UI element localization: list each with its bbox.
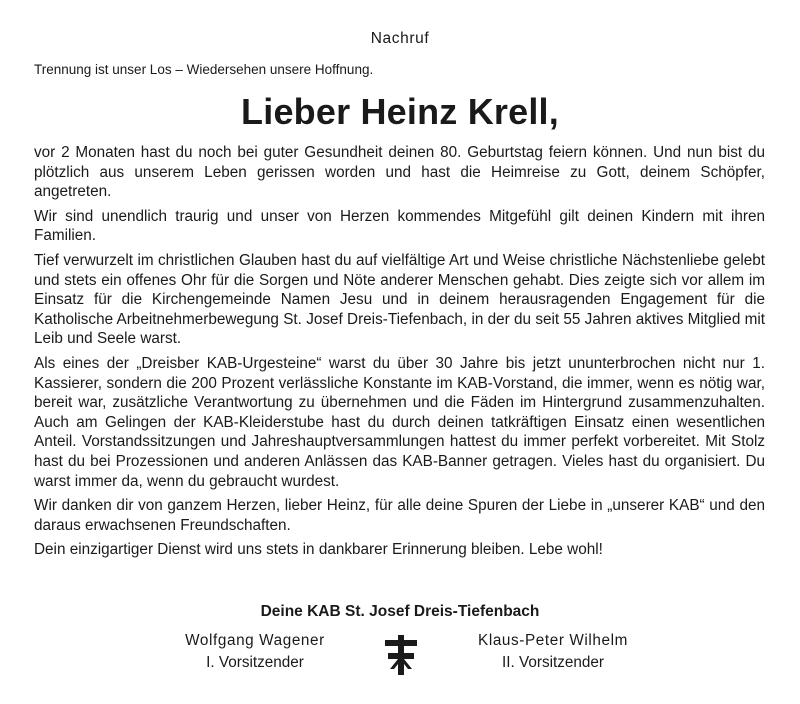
signatory-right — [458, 630, 648, 674]
paragraph-6: Dein einzigartiger Dienst wird uns stets in dankbarer Erinnerung bleiben. Lebe wohl! — [34, 541, 603, 559]
paragraph-3: Tief verwurzelt im christlichen Glauben hast du auf vielfältige Art und Weise christliche Nächstenliebe gelebt und stets ein offenes Ohr für die Sorgen und Nöte anderer Menschen gehabt. Dies zeigte sich vor allem im Einsatz für die Kirchengemeinde Namen Jesu und in deinem herausragenden Engagement für die Katholische Arbeitnehmerbewegung St. Josef Dreis-Tiefenbach, in der du seit 55 Jahren aktives Mitglied mit Leib und Seele warst. — [34, 251, 765, 348]
signatory-left-role: I. Vorsitzender — [206, 654, 304, 671]
paragraph-1: vor 2 Monaten hast du noch bei guter Gesundheit deinen 80. Geburtstag feiern können. Und nun bist du plötzlich aus unserem Leben gerissen worden und hast die Heimreise zu Gott, deinem Schöpfer, angetreten. — [34, 144, 765, 201]
signing-organization: Deine KAB St. Josef Dreis-Tiefenbach — [260, 603, 540, 620]
signatory-right-name: Klaus-Peter Wilhelm — [478, 632, 628, 649]
obituary-body — [34, 143, 765, 565]
notice-heading: Nachruf — [370, 30, 430, 47]
signatory-left-name: Wolfgang Wagener — [185, 632, 325, 649]
signatory-left — [160, 630, 350, 674]
signatory-right-role: II. Vorsitzender — [501, 654, 605, 671]
paragraph-5: Wir danken dir von ganzem Herzen, lieber Heinz, für alle deine Spuren der Liebe in „unserer KAB“ und den daraus erwachsenen Freundschaften. — [34, 497, 765, 534]
paragraph-2: Wir sind unendlich traurig und unser von Herzen kommendes Mitgefühl gilt deinen Kindern mit ihren Familien. — [34, 207, 765, 245]
paragraph-4: Als eines der „Dreisber KAB-Urgesteine“ warst du über 30 Jahre bis jetzt ununterbrochen nicht nur 1. Kassierer, sondern die 200 Prozent verlässliche Konstante im KAB-Vorstand, die immer, wenn es nötig war, bereit war, zusätzliche Verantwortung zu übernehmen und die Fäden im Hintergrund zusammenzuhalten. Auch am Gelingen der KAB-Kleiderstube hast du durch deinen tatkräftigen Einsatz einen wesentlichen Anteil. Vorstandssitzungen und Jahreshauptversammlungen hattest du immer perfekt vorbereitet. Mit Stolz hast du bei Prozessionen und anderen Anlässen das KAB-Banner getragen. Vieles hast du organisiert. Du warst immer da, wenn du gebraucht wurdest. — [34, 354, 765, 490]
motto-line: Trennung ist unser Los – Wiedersehen unsere Hoffnung. — [34, 62, 374, 77]
kab-cross-icon — [383, 634, 419, 676]
deceased-name-headline: Lieber Heinz Krell, — [241, 91, 559, 132]
